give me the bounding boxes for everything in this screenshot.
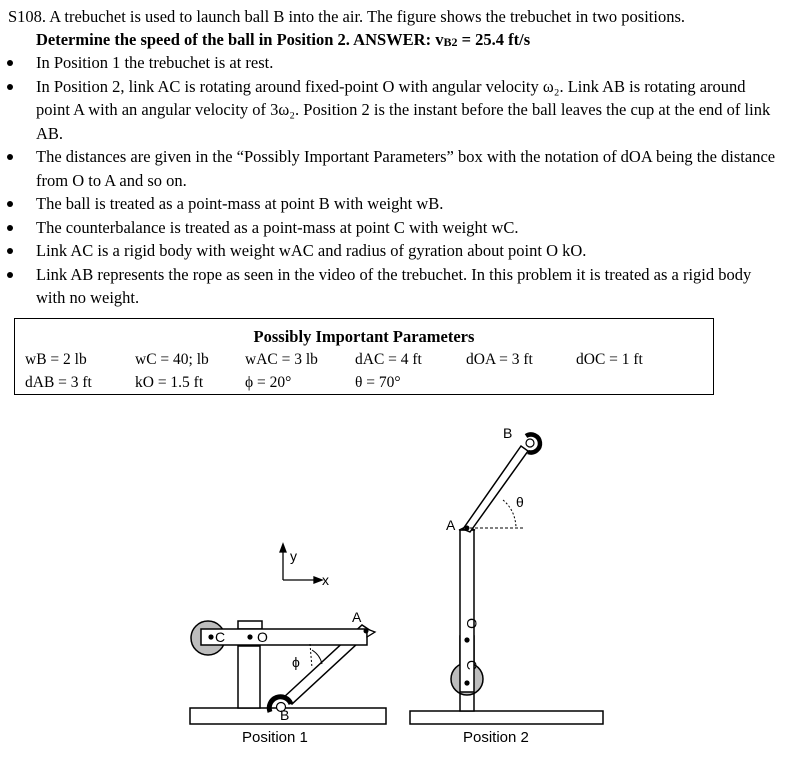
bullet-dot-icon (7, 272, 13, 278)
param-kO: kO = 1.5 ft (135, 374, 204, 391)
bullet-list (0, 51, 789, 310)
p1-label-B: B (280, 707, 290, 723)
bullet-item: In Position 1 the trebuchet is at rest. (0, 51, 789, 75)
p2-point-A (465, 526, 470, 531)
p1-label-O: O (257, 629, 268, 645)
position-2-drawing (410, 435, 603, 724)
param-wC: wC = 40; lb (135, 351, 209, 368)
p1-point-A (364, 629, 369, 634)
p2-ball-B (526, 439, 534, 447)
p1-phi-reference (310, 644, 312, 668)
bullet-item: The counterbalance is treated as a point-mass at point C with weight wC. (0, 216, 789, 240)
p1-label-C: C (215, 629, 226, 645)
answer-label: Determine the speed of the ball in Position 2. ANSWER: v (36, 30, 444, 49)
axis-y-label: y (290, 548, 297, 564)
problem-answer (36, 29, 530, 53)
param-dAC: dAC = 4 ft (355, 351, 422, 368)
p1-label-phi: ϕ (292, 654, 300, 670)
axis-x-label: x (322, 572, 329, 588)
p2-caption: Position 2 (463, 729, 529, 746)
param-dOA: dOA = 3 ft (466, 351, 533, 368)
bullet-dot-icon (7, 154, 13, 160)
p1-label-A: A (352, 609, 362, 625)
parameters-box (14, 318, 714, 395)
param-wAC: wAC = 3 lb (245, 351, 318, 368)
param-dAB: dAB = 3 ft (25, 374, 92, 391)
p2-label-B: B (503, 425, 513, 441)
parameters-title: Possibly Important Parameters (253, 327, 475, 346)
bullet-dot-icon (7, 201, 13, 207)
param-theta: θ = 70° (355, 374, 401, 391)
p2-label-C: C (464, 660, 480, 671)
problem-title: S108. A trebuchet is used to launch ball B into the air. The figure shows the trebuchet in two positions. (8, 7, 686, 26)
p1-link-AC (201, 629, 367, 645)
p2-point-O (464, 637, 469, 642)
p2-theta-arc (503, 500, 516, 527)
bullet-item: Link AC is a rigid body with weight wAC and radius of gyration about point O kO. (0, 239, 789, 263)
p2-label-O: O (464, 618, 480, 629)
p2-label-A: A (446, 517, 456, 533)
answer-subscript: B2 (443, 35, 458, 49)
p2-base (410, 711, 603, 724)
p1-pivot-block (238, 621, 262, 629)
p1-point-O (247, 634, 252, 639)
p1-caption: Position 1 (242, 729, 308, 746)
p1-point-C (208, 634, 213, 639)
bullet-item: The distances are given in the “Possibly Important Parameters” box with the notation of dOA being the distance from O to A and so on. (0, 145, 789, 192)
bullet-item: The ball is treated as a point-mass at point B with weight wB. (0, 192, 789, 216)
bullet-dot-icon (7, 60, 13, 66)
param-phi: ϕ = 20° (245, 374, 292, 391)
param-dOC: dOC = 1 ft (576, 351, 643, 368)
p2-label-theta: θ (516, 494, 524, 510)
bullet-dot-icon (7, 248, 13, 254)
p1-phi-arc (312, 650, 322, 664)
p2-link-AB (463, 446, 528, 532)
p1-post (238, 646, 260, 708)
p2-point-C (464, 680, 469, 685)
bullet-dot-icon (7, 84, 13, 90)
param-wB: wB = 2 lb (25, 351, 87, 368)
bullet-item: Link AB represents the rope as seen in the video of the trebuchet. In this problem it is treated as a rigid body with no weight. (0, 263, 789, 310)
trebuchet-figure (0, 405, 789, 757)
axes (280, 544, 322, 583)
answer-value: = 25.4 ft/s (457, 30, 531, 49)
bullet-dot-icon (7, 225, 13, 231)
bullet-item: In Position 2, link AC is rotating around fixed-point O with angular velocity ω₂. Link AB is rotating around point A with an angular velocity of 3ω₂. Position 2 is the instant before the ball leaves the cup at the end of link AB. (0, 75, 789, 146)
